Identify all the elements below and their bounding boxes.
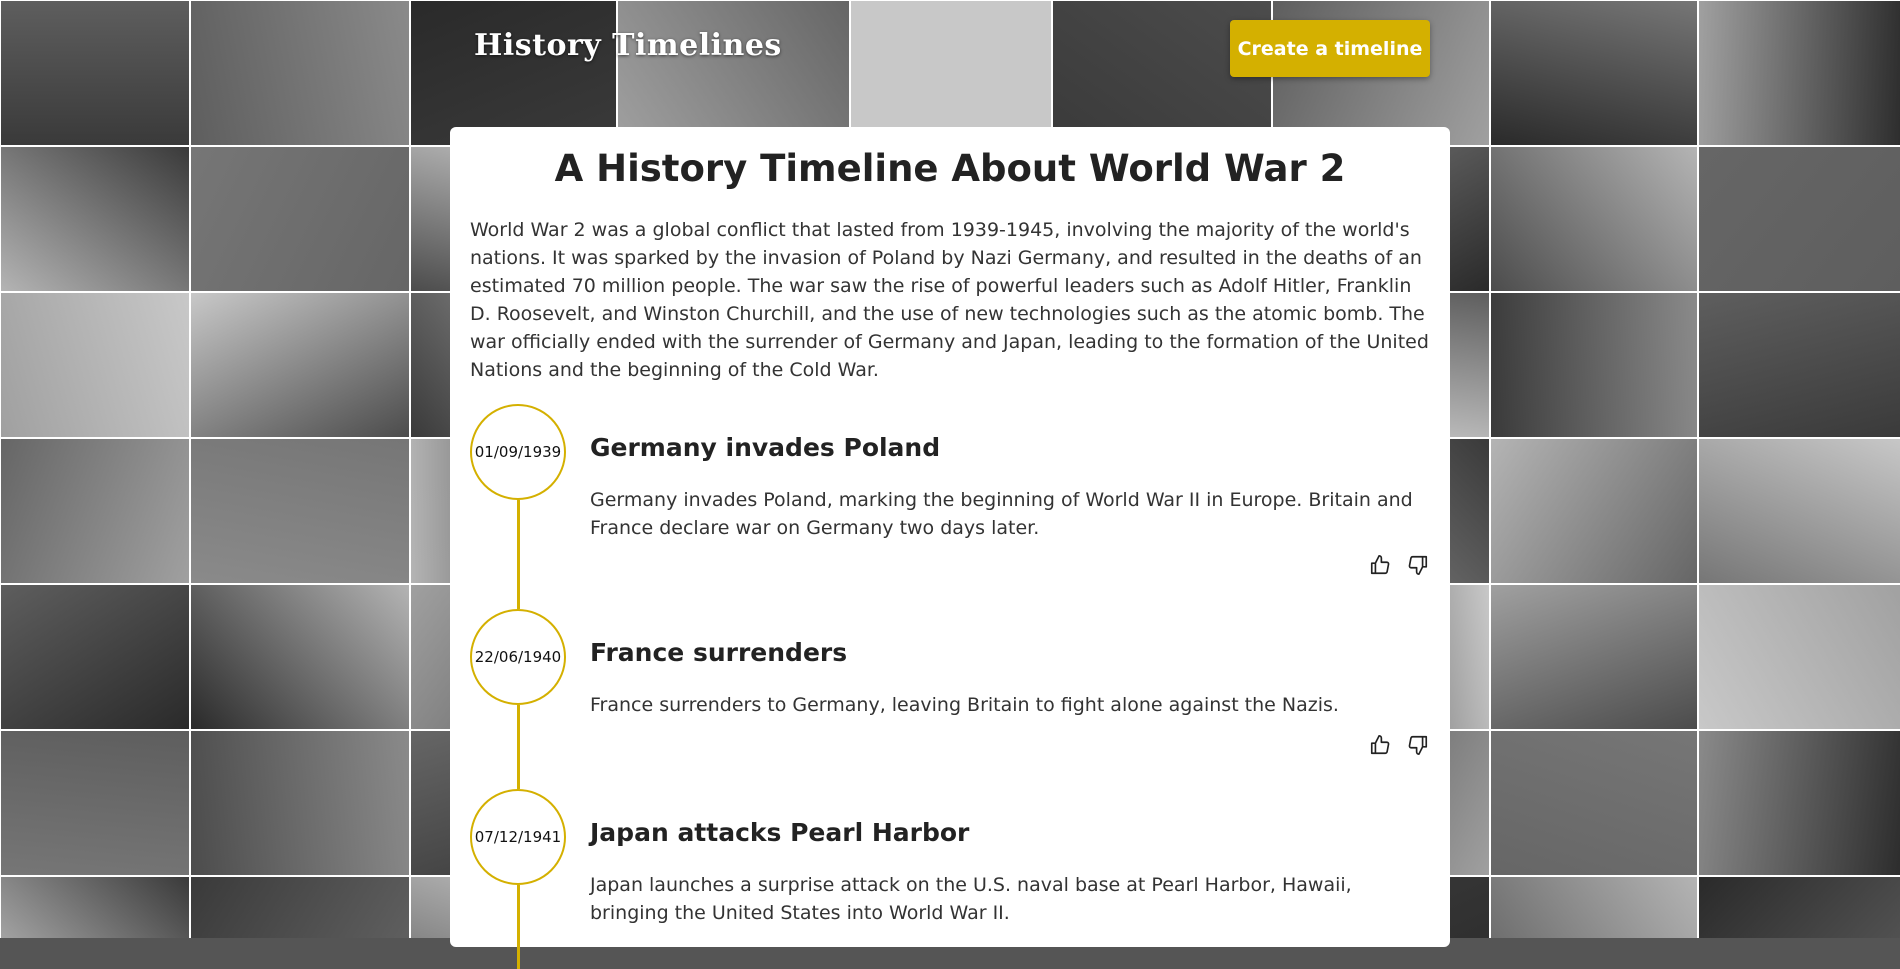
background-photo-tile	[190, 438, 410, 584]
timeline-connector	[517, 705, 520, 789]
timeline-connector	[517, 885, 520, 969]
timeline-event	[470, 609, 1430, 789]
event-date: 01/09/1939	[470, 404, 566, 500]
background-photo-tile	[190, 876, 410, 938]
thumbs-down-icon[interactable]	[1406, 554, 1430, 578]
background-photo-tile	[0, 876, 190, 938]
timeline-intro: World War 2 was a global conflict that lasted from 1939-1945, involving the majority of the world's nations. It was sparked by the invasion of Poland by Nazi Germany, and resulted in the deaths of an estimated 70 million people. The war saw the rise of powerful leaders such as Adolf Hitler, Franklin D. Roosevelt, and Winston Churchill, and the use of new technologies such as the atomic bomb. The war officially ended with the surrender of Germany and Japan, leading to the formation of the United Nations and the beginning of the Cold War.	[470, 219, 1429, 381]
event-votes	[1368, 554, 1430, 578]
background-photo-tile	[0, 730, 190, 876]
background-photo-tile	[1698, 876, 1900, 938]
create-timeline-button[interactable]: Create a timeline	[1230, 20, 1430, 77]
background-photo-tile	[1490, 876, 1698, 938]
background-photo-tile	[1490, 292, 1698, 438]
timeline-connector	[517, 500, 520, 609]
background-photo-tile	[1698, 584, 1900, 730]
timeline-event	[470, 789, 1430, 969]
timeline-title: A History Timeline About World War 2	[554, 147, 1346, 190]
event-title: Japan attacks Pearl Harbor	[590, 818, 970, 847]
background-photo-tile	[0, 292, 190, 438]
site-logo[interactable]: History Timelines	[474, 28, 782, 63]
timeline-event	[470, 404, 1430, 609]
background-photo-tile	[190, 584, 410, 730]
thumbs-up-icon[interactable]	[1368, 734, 1392, 758]
timeline-card	[450, 127, 1450, 947]
event-title: Germany invades Poland	[590, 433, 941, 462]
site-header	[0, 0, 1900, 120]
event-date: 07/12/1941	[470, 789, 566, 885]
event-votes	[1368, 734, 1430, 758]
event-description: Germany invades Poland, marking the beginning of World War II in Europe. Britain and France declare war on Germany two days later.	[590, 489, 1413, 539]
event-description: France surrenders to Germany, leaving Britain to fight alone against the Nazis.	[590, 694, 1339, 716]
background-photo-tile	[0, 438, 190, 584]
background-photo-tile	[1490, 730, 1698, 876]
background-photo-tile	[1698, 292, 1900, 438]
background-photo-tile	[1490, 438, 1698, 584]
event-description: Japan launches a surprise attack on the U.S. naval base at Pearl Harbor, Hawaii, bringing the United States into World War II.	[590, 874, 1352, 924]
background-photo-tile	[190, 730, 410, 876]
event-title: France surrenders	[590, 638, 848, 667]
background-photo-tile	[1698, 146, 1900, 292]
thumbs-down-icon[interactable]	[1406, 734, 1430, 758]
background-photo-tile	[1490, 584, 1698, 730]
background-photo-tile	[1698, 438, 1900, 584]
background-photo-tile	[190, 292, 410, 438]
background-photo-tile	[1490, 146, 1698, 292]
background-photo-tile	[0, 584, 190, 730]
thumbs-up-icon[interactable]	[1368, 554, 1392, 578]
timeline-events	[470, 404, 1430, 969]
background-photo-tile	[190, 146, 410, 292]
background-photo-tile	[0, 146, 190, 292]
background-photo-tile	[1698, 730, 1900, 876]
event-date: 22/06/1940	[470, 609, 566, 705]
